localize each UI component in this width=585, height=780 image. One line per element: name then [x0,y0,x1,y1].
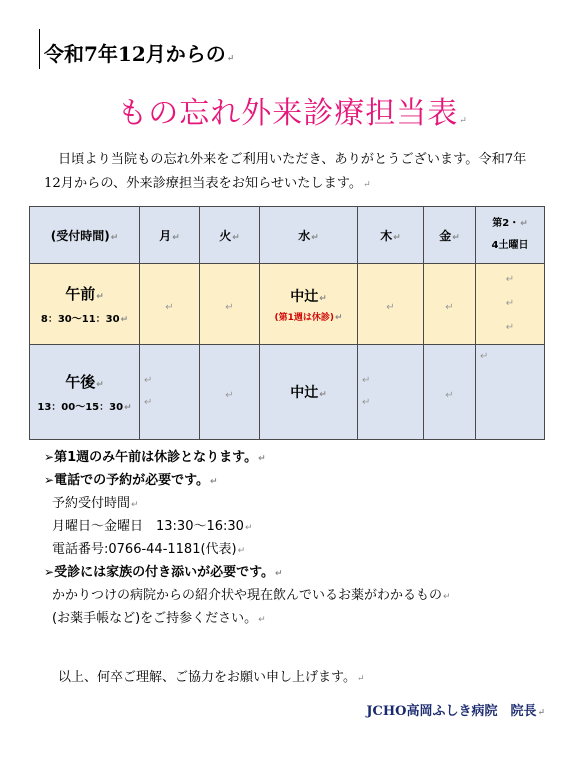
am-slot: 午前↵ 8：30～11：30↵ [30,264,140,345]
pm-monday: ↵ ↵ [140,345,200,440]
header-saturday: 第2・↵ 4土曜日 [476,207,545,264]
header-monday: 月↵ [140,207,200,264]
document-title: もの忘れ外来診療担当表↵ [117,96,468,131]
note-line: 電話番号:0766-44-1181(代表)↵ [52,542,246,557]
pm-wednesday: 中辻↵ [260,345,358,440]
closing-text: 以上、何卒ご理解、ご協力をお願い申し上げます。↵ [58,670,365,685]
document-heading: 令和7年12月からの↵ [44,42,235,66]
table-header-row [30,207,545,264]
note-line: ➢電話での予約が必要です。↵ [44,473,218,488]
intro-paragraph: 日頃より当院もの忘れ外来をご利用いただき、ありがとうございます。令和7年12月からの、外来診療担当表をお知らせいたします。↵ [44,152,527,191]
notes-section [44,446,544,630]
text-cursor [39,29,40,69]
note-line: ➢受診には家族の付き添いが必要です。↵ [44,565,283,580]
note-line: (お薬手帳など)をご持参ください。↵ [52,611,266,626]
header-friday: 金↵ [424,207,476,264]
am-saturday: ↵ ↵ ↵ [476,264,545,345]
schedule-table [29,206,545,440]
pm-tuesday: ↵ [200,345,260,440]
note-line: 予約受付時間↵ [52,496,139,511]
table-row-pm [30,345,545,440]
pm-saturday: ↵ [476,345,545,440]
am-tuesday: ↵ [200,264,260,345]
am-thursday: ↵ [358,264,424,345]
header-slot: (受付時間)↵ [30,207,140,264]
note-line: ➢第1週のみ午前は休診となります。↵ [44,450,266,465]
table-row-am [30,264,545,345]
note-line: 月曜日～金曜日 13:30～16:30↵ [52,519,253,534]
pm-thursday: ↵ ↵ [358,345,424,440]
note-line: かかりつけの病院からの紹介状や現在飲んでいるお薬がわかるもの↵ [52,588,451,603]
signature: JCHO高岡ふしき病院 院長↵ [366,704,545,719]
header-wednesday: 水↵ [260,207,358,264]
header-tuesday: 火↵ [200,207,260,264]
am-friday: ↵ [424,264,476,345]
pm-friday: ↵ [424,345,476,440]
am-monday: ↵ [140,264,200,345]
header-thursday: 木↵ [358,207,424,264]
pm-slot: 午後↵ 13：00～15：30↵ [30,345,140,440]
am-wednesday: 中辻↵ (第1週は休診)↵ [260,264,358,345]
